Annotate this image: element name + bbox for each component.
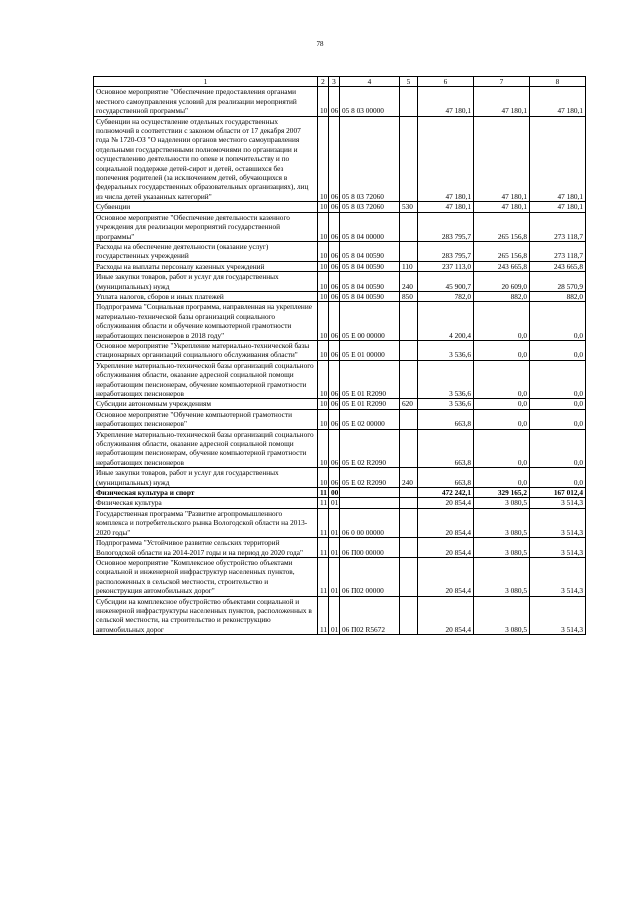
row-amount-year1-cell: 283 795,7: [418, 241, 474, 261]
row-name-cell: Основное мероприятие "Обеспечение предоставления органами местного самоуправления условий для реализации мероприятий государственной программы": [94, 87, 318, 116]
row-subsection-cell: 01: [329, 596, 340, 635]
row-name-cell: Физическая культура: [94, 498, 318, 508]
row-section-cell: 10: [318, 340, 329, 360]
row-section-cell: 10: [318, 302, 329, 341]
row-expense-type-cell: [400, 302, 418, 341]
row-target-article-cell: 05 8 04 00000: [340, 212, 400, 241]
table-row: [94, 399, 586, 409]
row-expense-type-cell: [400, 241, 418, 261]
table-row: [94, 360, 586, 399]
row-name-cell: Иные закупки товаров, работ и услуг для государственных (муниципальных) нужд: [94, 272, 318, 292]
budget-table: [93, 76, 586, 635]
row-amount-year3-cell: 0,0: [530, 468, 586, 488]
row-expense-type-cell: [400, 340, 418, 360]
row-target-article-cell: 05 Е 02 R2090: [340, 429, 400, 468]
row-amount-year3-cell: 273 118,7: [530, 241, 586, 261]
table-row: [94, 212, 586, 241]
table-row: [94, 498, 586, 508]
page-number: 78: [316, 40, 324, 48]
row-amount-year1-cell: 47 180,1: [418, 87, 474, 116]
row-name-cell: Укрепление материально-технической базы организаций социального обслуживания области, оказание адресной социальной помощи неработающим пенсионерам, обучение компьютерной грамотности неработающих пенсионеров: [94, 429, 318, 468]
row-amount-year3-cell: 47 180,1: [530, 87, 586, 116]
row-amount-year2-cell: 3 080,5: [474, 498, 530, 508]
row-expense-type-cell: [400, 360, 418, 399]
table-row: [94, 468, 586, 488]
row-amount-year3-cell: 47 180,1: [530, 116, 586, 202]
row-subsection-cell: 06: [329, 429, 340, 468]
table-row: [94, 291, 586, 301]
row-target-article-cell: 06 П00 00000: [340, 538, 400, 558]
row-target-article-cell: 05 8 03 00000: [340, 87, 400, 116]
row-section-cell: 11: [318, 508, 329, 537]
row-amount-year1-cell: 20 854,4: [418, 508, 474, 537]
row-subsection-cell: 06: [329, 340, 340, 360]
table-row: [94, 508, 586, 537]
row-amount-year1-cell: 47 180,1: [418, 202, 474, 212]
row-target-article-cell: 05 8 04 00590: [340, 261, 400, 271]
row-subsection-cell: 06: [329, 399, 340, 409]
row-expense-type-cell: [400, 116, 418, 202]
row-amount-year1-cell: 20 854,4: [418, 538, 474, 558]
row-target-article-cell: 05 8 03 72060: [340, 116, 400, 202]
row-section-cell: 10: [318, 291, 329, 301]
table-row: [94, 488, 586, 498]
row-amount-year1-cell: 4 200,4: [418, 302, 474, 341]
header-cell: 1: [94, 77, 318, 87]
row-section-cell: 11: [318, 498, 329, 508]
row-amount-year2-cell: 882,0: [474, 291, 530, 301]
row-amount-year2-cell: 47 180,1: [474, 87, 530, 116]
row-amount-year1-cell: 3 536,6: [418, 399, 474, 409]
table-row: [94, 557, 586, 596]
row-expense-type-cell: 240: [400, 272, 418, 292]
row-amount-year2-cell: 265 156,8: [474, 241, 530, 261]
row-expense-type-cell: 620: [400, 399, 418, 409]
table-row: [94, 409, 586, 429]
header-cell: 2: [318, 77, 329, 87]
row-amount-year1-cell: 3 536,6: [418, 340, 474, 360]
row-target-article-cell: [340, 498, 400, 508]
row-amount-year1-cell: 47 180,1: [418, 116, 474, 202]
row-target-article-cell: 05 Е 02 R2090: [340, 468, 400, 488]
row-section-cell: 10: [318, 429, 329, 468]
row-target-article-cell: 05 Е 02 00000: [340, 409, 400, 429]
row-section-cell: 10: [318, 409, 329, 429]
table-row: [94, 261, 586, 271]
row-subsection-cell: 01: [329, 538, 340, 558]
row-name-cell: Государственная программа "Развитие агропромышленного комплекса и потребительского рынка Вологодской области на 2013-2020 годы": [94, 508, 318, 537]
row-expense-type-cell: [400, 87, 418, 116]
header-cell: 5: [400, 77, 418, 87]
row-expense-type-cell: [400, 488, 418, 498]
row-subsection-cell: 06: [329, 241, 340, 261]
row-amount-year3-cell: 0,0: [530, 399, 586, 409]
row-section-cell: 10: [318, 272, 329, 292]
header-cell: 4: [340, 77, 400, 87]
row-amount-year2-cell: 243 665,8: [474, 261, 530, 271]
row-section-cell: 10: [318, 87, 329, 116]
row-expense-type-cell: [400, 508, 418, 537]
row-section-cell: 10: [318, 116, 329, 202]
row-name-cell: Иные закупки товаров, работ и услуг для государственных (муниципальных) нужд: [94, 468, 318, 488]
row-expense-type-cell: [400, 429, 418, 468]
row-amount-year1-cell: 663,8: [418, 468, 474, 488]
row-name-cell: Подпрограмма "Социальная программа, направленная на укрепление материально-технической базы организаций социального обслуживания области и обучение компьютерной грамотности неработающих пенсионеров в 2018 году": [94, 302, 318, 341]
table-body: [94, 87, 586, 635]
row-amount-year1-cell: 663,8: [418, 409, 474, 429]
row-amount-year2-cell: 0,0: [474, 468, 530, 488]
row-subsection-cell: 06: [329, 291, 340, 301]
row-subsection-cell: 06: [329, 409, 340, 429]
row-amount-year2-cell: 3 080,5: [474, 508, 530, 537]
row-section-cell: 10: [318, 399, 329, 409]
row-amount-year3-cell: 3 514,3: [530, 538, 586, 558]
row-target-article-cell: 06 П02 R5672: [340, 596, 400, 635]
row-target-article-cell: 05 8 04 00590: [340, 272, 400, 292]
row-section-cell: 11: [318, 596, 329, 635]
row-expense-type-cell: [400, 498, 418, 508]
row-amount-year1-cell: 45 900,7: [418, 272, 474, 292]
row-expense-type-cell: [400, 212, 418, 241]
row-subsection-cell: 01: [329, 498, 340, 508]
row-amount-year3-cell: 0,0: [530, 360, 586, 399]
table-row: [94, 429, 586, 468]
row-expense-type-cell: 110: [400, 261, 418, 271]
table-row: [94, 596, 586, 635]
row-name-cell: Основное мероприятие "Обучение компьютерной грамотности неработающих пенсионеров": [94, 409, 318, 429]
row-subsection-cell: 06: [329, 116, 340, 202]
row-subsection-cell: 01: [329, 508, 340, 537]
row-amount-year3-cell: 243 665,8: [530, 261, 586, 271]
row-name-cell: Основное мероприятие "Обеспечение деятельности казенного учреждения для реализации мероприятий государственной программы": [94, 212, 318, 241]
row-amount-year2-cell: 329 165,2: [474, 488, 530, 498]
row-target-article-cell: 05 Е 01 R2090: [340, 399, 400, 409]
row-name-cell: Расходы на выплаты персоналу казенных учреждений: [94, 261, 318, 271]
row-amount-year2-cell: 0,0: [474, 360, 530, 399]
row-target-article-cell: 05 Е 01 00000: [340, 340, 400, 360]
row-amount-year3-cell: 3 514,3: [530, 508, 586, 537]
row-amount-year1-cell: 283 795,7: [418, 212, 474, 241]
row-name-cell: Уплата налогов, сборов и иных платежей: [94, 291, 318, 301]
row-amount-year2-cell: 3 080,5: [474, 557, 530, 596]
row-amount-year2-cell: 0,0: [474, 340, 530, 360]
row-amount-year2-cell: 3 080,5: [474, 538, 530, 558]
row-name-cell: Основное мероприятие "Укрепление материально-технической базы стационарных организаций социального обслуживания области": [94, 340, 318, 360]
row-amount-year1-cell: 237 113,0: [418, 261, 474, 271]
row-section-cell: 11: [318, 538, 329, 558]
row-amount-year3-cell: 47 180,1: [530, 202, 586, 212]
row-amount-year2-cell: 3 080,5: [474, 596, 530, 635]
row-subsection-cell: 06: [329, 212, 340, 241]
row-target-article-cell: 05 8 03 72060: [340, 202, 400, 212]
row-amount-year3-cell: 0,0: [530, 409, 586, 429]
row-target-article-cell: 05 Е 01 R2090: [340, 360, 400, 399]
row-expense-type-cell: 240: [400, 468, 418, 488]
row-name-cell: Физическая культура и спорт: [94, 488, 318, 498]
row-name-cell: Субсидии автономным учреждениям: [94, 399, 318, 409]
table-row: [94, 202, 586, 212]
row-subsection-cell: 00: [329, 488, 340, 498]
header-cell: 8: [530, 77, 586, 87]
row-subsection-cell: 06: [329, 261, 340, 271]
row-subsection-cell: 06: [329, 468, 340, 488]
row-amount-year1-cell: 20 854,4: [418, 498, 474, 508]
table-row: [94, 340, 586, 360]
row-amount-year3-cell: 0,0: [530, 340, 586, 360]
row-expense-type-cell: 530: [400, 202, 418, 212]
row-amount-year3-cell: 0,0: [530, 302, 586, 341]
row-amount-year2-cell: 0,0: [474, 302, 530, 341]
row-subsection-cell: 06: [329, 302, 340, 341]
row-amount-year2-cell: 0,0: [474, 399, 530, 409]
row-amount-year1-cell: 20 854,4: [418, 557, 474, 596]
row-subsection-cell: 06: [329, 360, 340, 399]
row-subsection-cell: 06: [329, 202, 340, 212]
row-target-article-cell: 06 П02 00000: [340, 557, 400, 596]
header-cell: 3: [329, 77, 340, 87]
row-section-cell: 10: [318, 468, 329, 488]
row-expense-type-cell: [400, 409, 418, 429]
row-name-cell: Субвенции на осуществление отдельных государственных полномочий в соответствии с законом области от 17 декабря 2007 года № 1720-ОЗ "О наделении органов местного самоуправления отдельными государственными полномочиями по организации и осуществлению деятельности по опеке и попечительству и по социальной поддержке детей-сирот и детей, оставшихся без попечения родителей (за исключением детей, обучающихся в федеральных государственных образовательных организациях), лиц из числа детей указанных категорий": [94, 116, 318, 202]
row-amount-year2-cell: 265 156,8: [474, 212, 530, 241]
row-name-cell: Расходы на обеспечение деятельности (оказание услуг) государственных учреждений: [94, 241, 318, 261]
row-amount-year3-cell: 3 514,3: [530, 596, 586, 635]
row-expense-type-cell: [400, 557, 418, 596]
row-amount-year3-cell: 882,0: [530, 291, 586, 301]
row-amount-year3-cell: 273 118,7: [530, 212, 586, 241]
row-expense-type-cell: [400, 538, 418, 558]
row-subsection-cell: 06: [329, 87, 340, 116]
row-section-cell: 10: [318, 261, 329, 271]
row-amount-year1-cell: 663,8: [418, 429, 474, 468]
row-target-article-cell: 05 8 04 00590: [340, 291, 400, 301]
row-name-cell: Подпрограмма "Устойчивое развитие сельских территорий Вологодской области на 2014-2017 годы и на период до 2020 года": [94, 538, 318, 558]
header-cell: 6: [418, 77, 474, 87]
row-section-cell: 10: [318, 360, 329, 399]
table-row: [94, 302, 586, 341]
row-amount-year2-cell: 47 180,1: [474, 116, 530, 202]
row-name-cell: Субвенции: [94, 202, 318, 212]
row-amount-year3-cell: 0,0: [530, 429, 586, 468]
row-amount-year1-cell: 472 242,1: [418, 488, 474, 498]
row-section-cell: 10: [318, 212, 329, 241]
row-amount-year1-cell: 20 854,4: [418, 596, 474, 635]
row-subsection-cell: 06: [329, 272, 340, 292]
row-amount-year2-cell: 47 180,1: [474, 202, 530, 212]
row-amount-year3-cell: 3 514,3: [530, 557, 586, 596]
row-target-article-cell: 05 8 04 00590: [340, 241, 400, 261]
row-amount-year2-cell: 0,0: [474, 409, 530, 429]
table-row: [94, 272, 586, 292]
row-target-article-cell: 05 Е 00 00000: [340, 302, 400, 341]
row-target-article-cell: 06 0 00 00000: [340, 508, 400, 537]
row-name-cell: Укрепление материально-технической базы организаций социального обслуживания области, оказание адресной социальной помощи неработающим пенсионерам, обучение компьютерной грамотности неработающих пенсионеров: [94, 360, 318, 399]
row-amount-year3-cell: 3 514,3: [530, 498, 586, 508]
row-name-cell: Субсидии на комплексное обустройство объектами социальной и инженерной инфраструктуры населенных пунктов, расположенных в сельской местности, на строительство и реконструкцию автомобильных дорог: [94, 596, 318, 635]
row-amount-year2-cell: 20 609,0: [474, 272, 530, 292]
row-amount-year1-cell: 782,0: [418, 291, 474, 301]
header-cell: 7: [474, 77, 530, 87]
row-target-article-cell: [340, 488, 400, 498]
row-name-cell: Основное мероприятие "Комплексное обустройство объектами социальной и инженерной инфраструктур населенных пунктов, расположенных в сельской местности, строительство и реконструкция автомобильных дорог": [94, 557, 318, 596]
row-section-cell: 11: [318, 557, 329, 596]
row-section-cell: 11: [318, 488, 329, 498]
row-expense-type-cell: [400, 596, 418, 635]
table-row: [94, 116, 586, 202]
row-section-cell: 10: [318, 202, 329, 212]
row-amount-year3-cell: 28 570,9: [530, 272, 586, 292]
row-expense-type-cell: 850: [400, 291, 418, 301]
header-row: [94, 77, 586, 87]
row-amount-year1-cell: 3 536,6: [418, 360, 474, 399]
row-subsection-cell: 01: [329, 557, 340, 596]
table-row: [94, 241, 586, 261]
row-amount-year2-cell: 0,0: [474, 429, 530, 468]
table-row: [94, 538, 586, 558]
row-amount-year3-cell: 167 012,4: [530, 488, 586, 498]
table-row: [94, 87, 586, 116]
row-section-cell: 10: [318, 241, 329, 261]
